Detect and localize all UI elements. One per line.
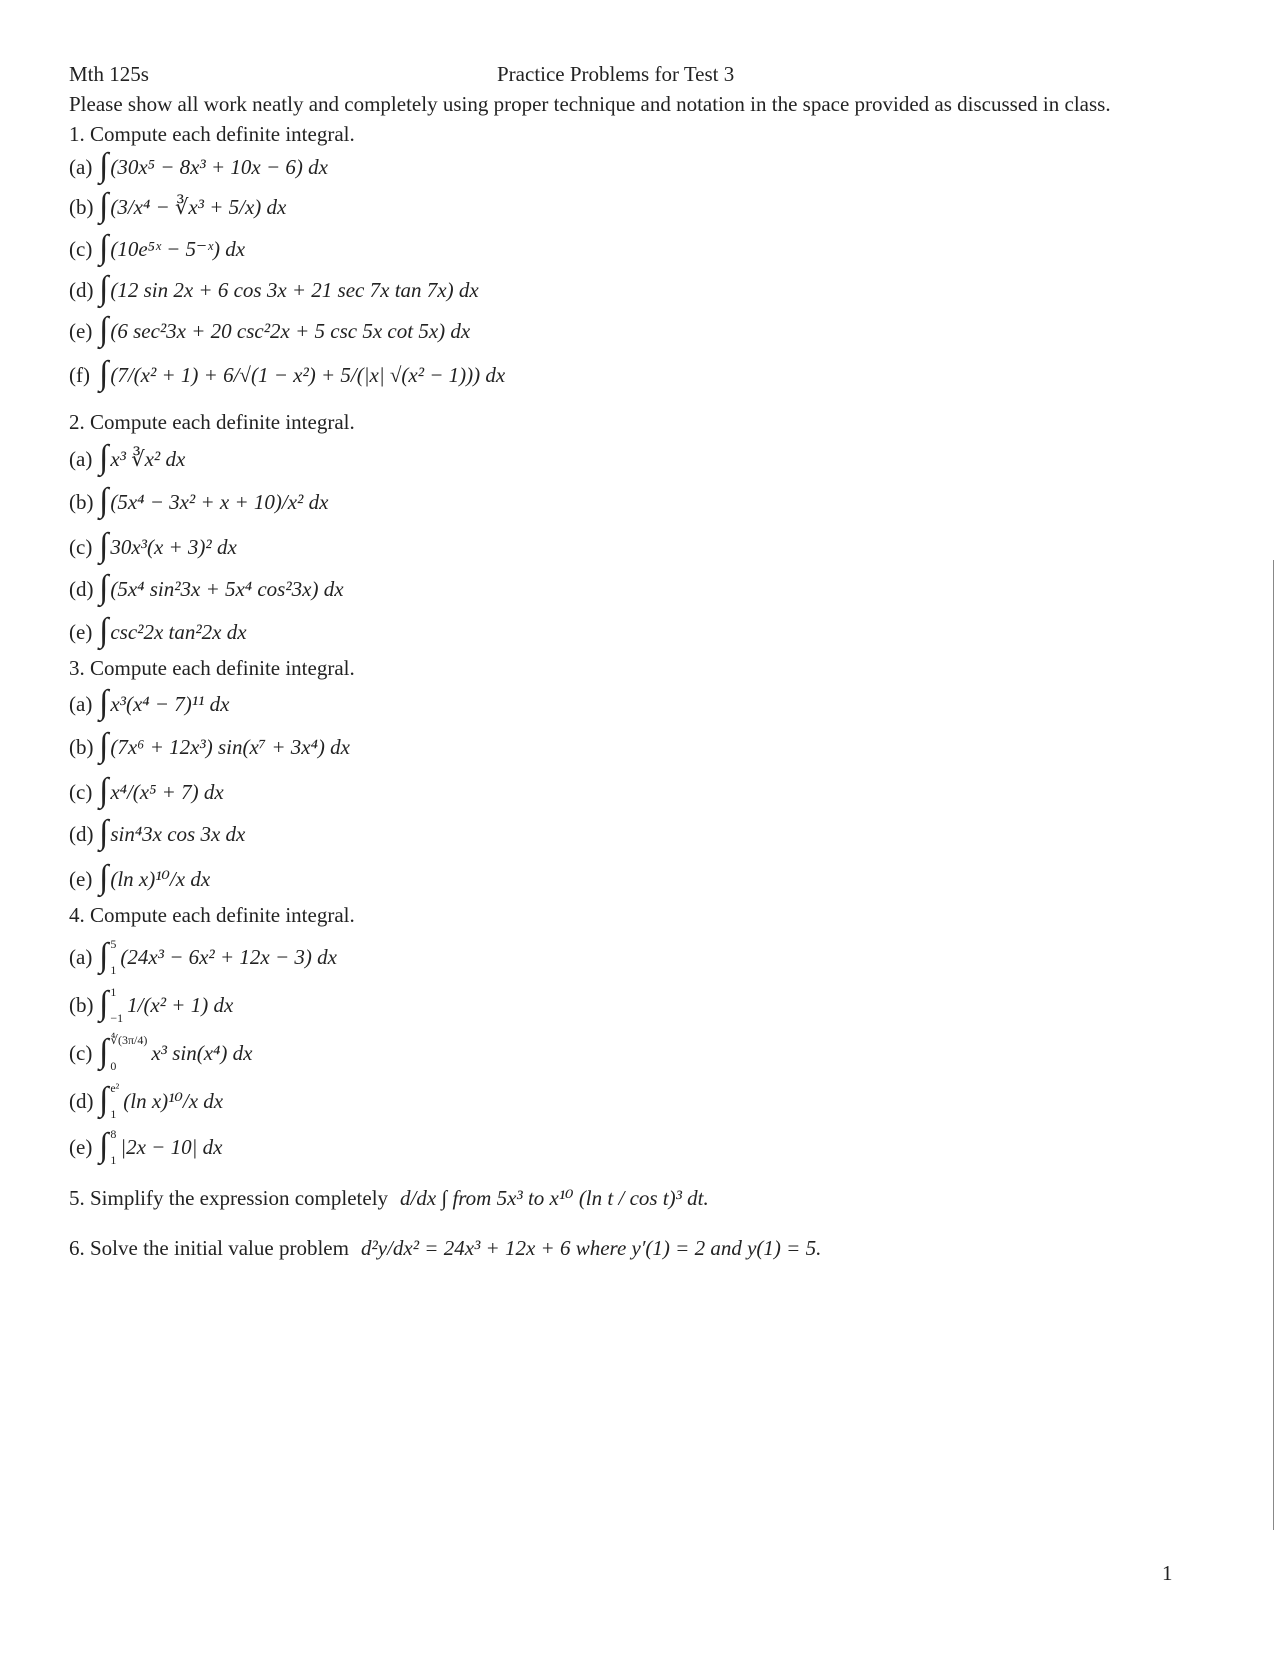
problem-3d [69, 814, 246, 851]
problem-label: (a) [69, 154, 93, 179]
problem-2e [69, 612, 247, 649]
problem-3a [69, 684, 230, 721]
lower-limit: 0 [110, 1059, 117, 1073]
problem-2c [69, 527, 237, 564]
integral-sign: ∫ [99, 1127, 109, 1164]
integral-sign: ∫ [99, 482, 109, 519]
problem-label: (c) [69, 779, 93, 804]
integrand: x³ sin(x⁴) dx [151, 1040, 253, 1065]
problem-6-expression: d²y/dx² = 24x³ + 12x + 6 where y′(1) = 2 and y(1) = 5. [360, 1236, 822, 1260]
integrand: 30x³(x + 3)² dx [110, 534, 237, 559]
integral-sign: ∫ [99, 684, 109, 721]
problem-4a [69, 938, 337, 976]
problem-3b [69, 727, 350, 764]
section-1-heading: 1. Compute each definite integral. [69, 122, 355, 146]
integrand: x⁴/(x⁵ + 7) dx [110, 779, 224, 804]
section-4-heading: 4. Compute each definite integral. [69, 903, 355, 927]
problem-label: (c) [69, 236, 93, 261]
integrand: (6 sec²3x + 20 csc²2x + 5 csc 5x cot 5x) dx [110, 318, 471, 343]
problem-label: (e) [69, 1134, 93, 1159]
problem-5-expression: d/dx ∫ from 5x³ to x¹⁰ (ln t / cos t)³ dt. [400, 1186, 709, 1210]
lower-limit: 1 [110, 1107, 117, 1121]
integral-limits [110, 1128, 116, 1166]
problem-1d [69, 270, 479, 307]
integrand: (5x⁴ − 3x² + x + 10)/x² dx [110, 489, 329, 514]
integrand: (ln x)¹⁰/x dx [123, 1088, 224, 1113]
problem-label: (d) [69, 821, 94, 846]
problem-5 [69, 1188, 709, 1209]
integral-limits [110, 938, 116, 976]
section-3-heading: 3. Compute each definite integral. [69, 656, 355, 680]
instructions: Please show all work neatly and completely using proper technique and notation in the space provided as discussed in class. [69, 92, 1111, 116]
integral-sign: ∫ [99, 187, 109, 224]
problem-4d [69, 1082, 223, 1120]
problem-3e [69, 859, 211, 896]
problem-label: (b) [69, 734, 94, 759]
integral-sign: ∫ [99, 270, 109, 307]
integrand: (7/(x² + 1) + 6/√(1 − x²) + 5/(|x| √(x² − 1))) dx [110, 362, 506, 387]
integral-sign: ∫ [99, 985, 109, 1022]
problem-2d [69, 569, 344, 606]
problem-1b [69, 187, 287, 224]
integral-sign: ∫ [99, 147, 109, 184]
problem-1f [69, 355, 506, 392]
problem-label: (c) [69, 534, 93, 559]
problem-1a [69, 147, 328, 184]
problem-label: (a) [69, 446, 93, 471]
problem-2a [69, 439, 186, 476]
integrand: (7x⁶ + 12x³) sin(x⁷ + 3x⁴) dx [110, 734, 350, 759]
integral-sign: ∫ [99, 527, 109, 564]
problem-label: (e) [69, 619, 93, 644]
problem-label: (a) [69, 944, 93, 969]
integrand: (10e⁵ˣ − 5⁻ˣ) dx [110, 236, 246, 261]
integral-sign: ∫ [99, 937, 109, 974]
upper-limit: 8 [110, 1127, 117, 1141]
problem-6-text: 6. Solve the initial value problem [69, 1236, 349, 1260]
integrand: (ln x)¹⁰/x dx [110, 866, 211, 891]
course-label: Mth 125s [69, 62, 149, 86]
integrand: |2x − 10| dx [120, 1134, 223, 1159]
integral-sign: ∫ [99, 355, 109, 392]
integral-sign: ∫ [99, 859, 109, 896]
problem-label: (f) [69, 362, 90, 387]
lower-limit: −1 [110, 1011, 124, 1025]
integrand: sin⁴3x cos 3x dx [110, 821, 246, 846]
integral-limits [110, 986, 123, 1024]
problem-label: (e) [69, 318, 93, 343]
integral-sign: ∫ [99, 569, 109, 606]
problem-label: (d) [69, 1088, 94, 1113]
page-number: 1 [1162, 1561, 1173, 1585]
problem-label: (d) [69, 277, 94, 302]
integral-sign: ∫ [99, 1081, 109, 1118]
integrand: (3/x⁴ − ∛x³ + 5/x) dx [110, 194, 287, 219]
problem-4b [69, 986, 233, 1024]
problem-5-text: 5. Simplify the expression completely [69, 1186, 389, 1210]
integrand: x³(x⁴ − 7)¹¹ dx [110, 691, 230, 716]
integral-limits [110, 1034, 147, 1072]
section-2-heading: 2. Compute each definite integral. [69, 410, 355, 434]
integral-sign: ∫ [99, 612, 109, 649]
problem-1e [69, 311, 471, 348]
integral-sign: ∫ [99, 311, 109, 348]
problem-4c [69, 1034, 252, 1072]
problem-4e [69, 1128, 222, 1166]
integral-sign: ∫ [99, 1033, 109, 1070]
problem-3c [69, 772, 224, 809]
integral-sign: ∫ [99, 727, 109, 764]
integrand: x³ ∛x² dx [110, 446, 186, 471]
integrand: (12 sin 2x + 6 cos 3x + 21 sec 7x tan 7x) dx [110, 277, 479, 302]
integral-sign: ∫ [99, 814, 109, 851]
integrand: (30x⁵ − 8x³ + 10x − 6) dx [110, 154, 328, 179]
upper-limit: e² [110, 1081, 120, 1095]
upper-limit: ∜(3π/4) [110, 1033, 148, 1047]
problem-label: (c) [69, 1040, 93, 1065]
problem-label: (b) [69, 489, 94, 514]
problem-label: (b) [69, 194, 94, 219]
lower-limit: 1 [110, 1153, 117, 1167]
problem-2b [69, 482, 329, 519]
problem-6 [69, 1238, 821, 1259]
scan-edge-divider [1273, 560, 1274, 1530]
upper-limit: 1 [110, 985, 117, 999]
integral-sign: ∫ [99, 772, 109, 809]
integrand: csc²2x tan²2x dx [110, 619, 247, 644]
lower-limit: 1 [110, 963, 117, 977]
problem-label: (d) [69, 576, 94, 601]
problem-label: (e) [69, 866, 93, 891]
integrand: 1/(x² + 1) dx [127, 992, 234, 1017]
problem-label: (b) [69, 992, 94, 1017]
integral-sign: ∫ [99, 229, 109, 266]
integral-limits [110, 1082, 119, 1120]
page-title: Practice Problems for Test 3 [497, 62, 735, 86]
problem-label: (a) [69, 691, 93, 716]
integral-sign: ∫ [99, 439, 109, 476]
upper-limit: 5 [110, 937, 117, 951]
integrand: (5x⁴ sin²3x + 5x⁴ cos²3x) dx [110, 576, 344, 601]
integrand: (24x³ − 6x² + 12x − 3) dx [120, 944, 337, 969]
problem-1c [69, 229, 246, 266]
